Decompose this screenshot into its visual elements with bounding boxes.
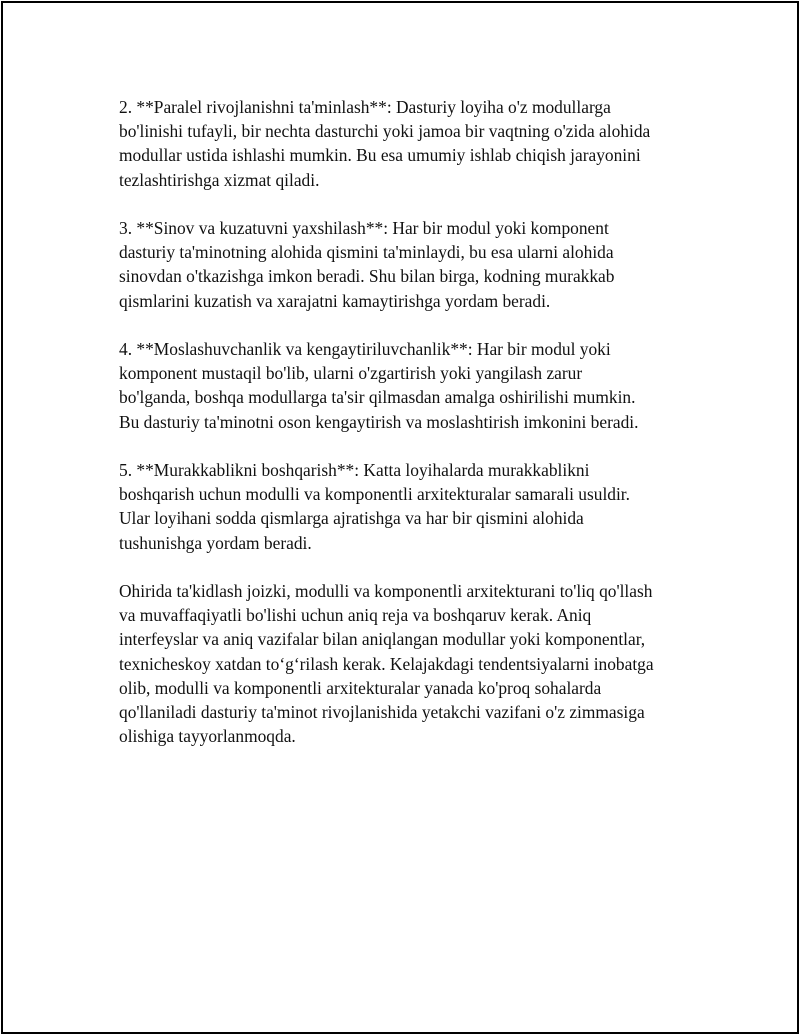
paragraph-testing-monitoring: 3. **Sinov va kuzatuvni yaxshilash**: Har bir modul yoki komponent dasturiy ta'minotning alohida qismini ta'minlaydi, bu esa ularni alohida sinovdan o'tkazishga imkon beradi. Shu bilan birga, kodning murakkab qismlarini kuzatish va xarajatni kamaytirishga yordam beradi. xyxy=(119,218,615,311)
document-page xyxy=(1,1,799,1034)
document-body xyxy=(119,95,699,773)
paragraph-parallel-development: 2. **Paralel rivojlanishni ta'minlash**: Dasturiy loyiha o'z modullarga bo'linishi tufayli, bir nechta dasturchi yoki jamoa bir vaqtning o'zida alohida modullar ustida ishlashi mumkin. Bu esa umumiy ishlab chiqish jarayonini tezlashtirishga xizmat qiladi. xyxy=(119,97,651,190)
paragraph-flexibility-scalability: 4. **Moslashuvchanlik va kengaytiriluvchanlik**: Har bir modul yoki komponent mustaqil bo'lib, ularni o'zgartirish yoki yangilash zarur bo'lganda, boshqa modullarga ta'sir qilmasdan amalga oshirilishi mumkin. Bu dasturiy ta'minotni oson kengaytirish va moslashtirish imkonini beradi. xyxy=(119,339,639,432)
paragraph-complexity-management: 5. **Murakkablikni boshqarish**: Katta loyihalarda murakkablikni boshqarish uchun modulli va komponentli arxitekturalar samarali usuldir. Ular loyihani sodda qismlarga ajratishga va har bir qismini alohida tushunishga yordam beradi. xyxy=(119,460,630,553)
paragraph-conclusion: Ohirida ta'kidlash joizki, modulli va komponentli arxitekturani to'liq qo'llash va muvaffaqiyatli bo'lishi uchun aniq reja va boshqaruv kerak. Aniq interfeyslar va aniq vazifalar bilan aniqlangan modullar yoki komponentlar, texnicheskoy xatdan to‘g‘rilash kerak. Kelajakdagi tendentsiyalarni inobatga olib, modulli va komponentli arxitekturalar yanada ko'proq sohalarda qo'llaniladi dasturiy ta'minot rivojlanishida yetakchi vazifani o'z zimmasiga olishiga tayyorlanmoqda. xyxy=(119,581,654,747)
